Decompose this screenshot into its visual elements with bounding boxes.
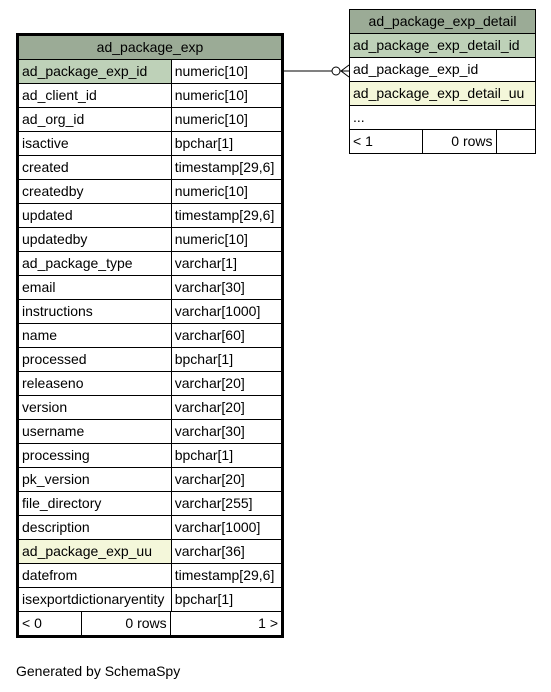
- detail-table: [349, 9, 536, 154]
- main-table-row: [18, 420, 283, 444]
- detail-table-row: [350, 34, 536, 58]
- column-type: bpchar[1]: [171, 444, 282, 468]
- column-type: varchar[30]: [171, 420, 282, 444]
- main-table-row: [18, 300, 283, 324]
- detail-row-count: 0 rows: [422, 130, 496, 153]
- main-row-count: 0 rows: [81, 612, 170, 635]
- column-type: varchar[30]: [171, 276, 282, 300]
- detail-table-row: [350, 58, 536, 82]
- column-name[interactable]: pk_version: [18, 468, 172, 492]
- column-type: varchar[1000]: [171, 516, 282, 540]
- main-table-row: [18, 84, 283, 108]
- column-type: numeric[10]: [171, 60, 282, 84]
- column-name[interactable]: username: [18, 420, 172, 444]
- column-name[interactable]: updatedby: [18, 228, 172, 252]
- main-table-row: [18, 348, 283, 372]
- column-name[interactable]: ad_package_exp_detail_id: [350, 34, 536, 58]
- detail-table-title[interactable]: ad_package_exp_detail: [350, 10, 536, 34]
- main-table-row: [18, 108, 283, 132]
- column-type: varchar[255]: [171, 492, 282, 516]
- column-name[interactable]: ad_package_type: [18, 252, 172, 276]
- column-name[interactable]: ad_package_exp_uu: [18, 540, 172, 564]
- main-table: [16, 33, 284, 638]
- column-name[interactable]: email: [18, 276, 172, 300]
- column-type: timestamp[29,6]: [171, 564, 282, 588]
- column-name[interactable]: instructions: [18, 300, 172, 324]
- column-type: numeric[10]: [171, 228, 282, 252]
- detail-parents-count[interactable]: < 1: [350, 130, 422, 153]
- column-type: varchar[1]: [171, 252, 282, 276]
- main-table-row: [18, 204, 283, 228]
- main-table-row: [18, 492, 283, 516]
- column-name[interactable]: ad_package_exp_detail_uu: [350, 82, 536, 106]
- main-table-row: [18, 372, 283, 396]
- main-children-count[interactable]: 1 >: [258, 615, 278, 631]
- column-type: varchar[60]: [171, 324, 282, 348]
- column-type: timestamp[29,6]: [171, 156, 282, 180]
- main-table-row: [18, 540, 283, 564]
- main-table-row: [18, 468, 283, 492]
- main-table-row: [18, 228, 283, 252]
- column-name[interactable]: isactive: [18, 132, 172, 156]
- column-type: varchar[20]: [171, 468, 282, 492]
- column-name[interactable]: ...: [350, 106, 536, 130]
- column-name[interactable]: datefrom: [18, 564, 172, 588]
- column-name[interactable]: ad_org_id: [18, 108, 172, 132]
- column-name[interactable]: ad_package_exp_id: [18, 60, 172, 84]
- column-name[interactable]: processed: [18, 348, 172, 372]
- column-name[interactable]: description: [18, 516, 172, 540]
- column-type: varchar[20]: [171, 396, 282, 420]
- main-table-title[interactable]: ad_package_exp: [18, 35, 283, 60]
- main-table-row: [18, 588, 283, 612]
- column-type: bpchar[1]: [171, 588, 282, 612]
- main-table-row: [18, 396, 283, 420]
- column-name[interactable]: ad_client_id: [18, 84, 172, 108]
- column-name[interactable]: ad_package_exp_id: [350, 58, 536, 82]
- column-type: numeric[10]: [171, 180, 282, 204]
- column-name[interactable]: isexportdictionaryentity: [18, 588, 172, 612]
- column-name[interactable]: file_directory: [18, 492, 172, 516]
- main-table-row: [18, 324, 283, 348]
- column-type: bpchar[1]: [171, 132, 282, 156]
- column-type: varchar[20]: [171, 372, 282, 396]
- detail-table-row: [350, 106, 536, 130]
- column-name[interactable]: processing: [18, 444, 172, 468]
- column-name[interactable]: updated: [18, 204, 172, 228]
- main-table-row: [18, 132, 283, 156]
- main-table-row: [18, 180, 283, 204]
- column-name[interactable]: createdby: [18, 180, 172, 204]
- detail-children-count: [496, 130, 536, 153]
- main-table-row: [18, 156, 283, 180]
- column-type: numeric[10]: [171, 84, 282, 108]
- main-table-row: [18, 60, 283, 84]
- column-type: varchar[36]: [171, 540, 282, 564]
- column-name[interactable]: created: [18, 156, 172, 180]
- column-type: bpchar[1]: [171, 348, 282, 372]
- main-table-row: [18, 564, 283, 588]
- main-table-row: [18, 444, 283, 468]
- main-table-row: [18, 252, 283, 276]
- main-table-row: [18, 276, 283, 300]
- detail-table-row: [350, 82, 536, 106]
- main-table-row: [18, 516, 283, 540]
- column-name[interactable]: version: [18, 396, 172, 420]
- column-name[interactable]: releaseno: [18, 372, 172, 396]
- column-name[interactable]: name: [18, 324, 172, 348]
- generated-by-note: Generated by SchemaSpy: [16, 663, 181, 679]
- main-parents-count[interactable]: < 0: [19, 612, 81, 635]
- column-type: numeric[10]: [171, 108, 282, 132]
- column-type: timestamp[29,6]: [171, 204, 282, 228]
- column-type: varchar[1000]: [171, 300, 282, 324]
